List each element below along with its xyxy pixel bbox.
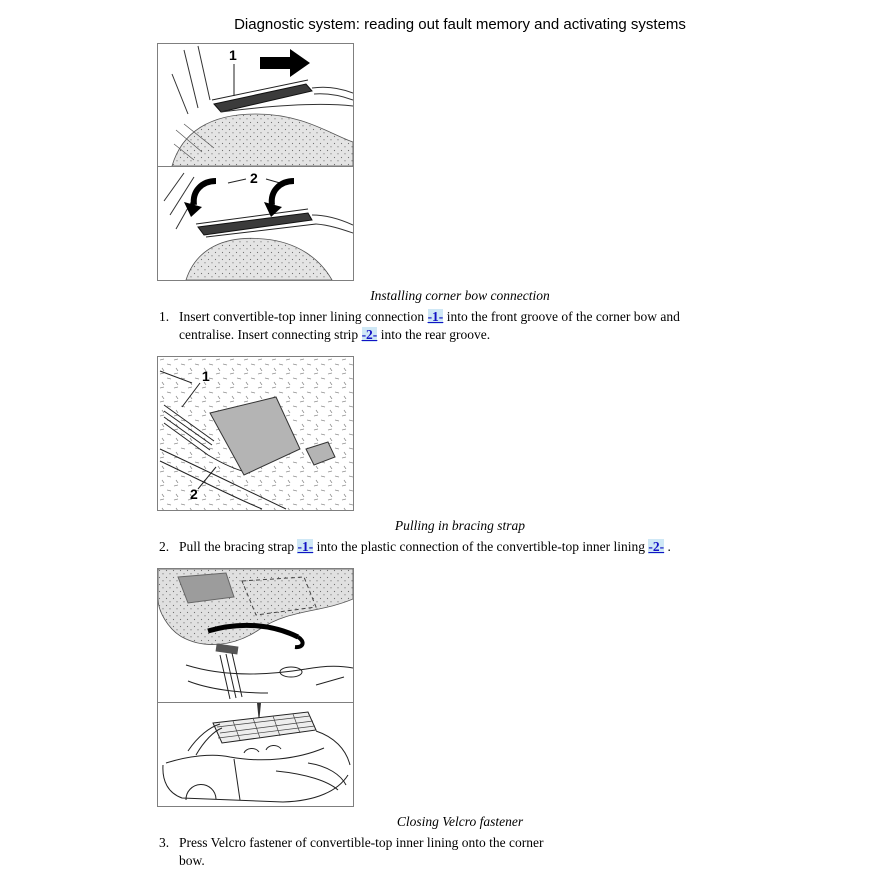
step-2-number: 2. — [159, 539, 170, 555]
corner-bow-insert-illustration — [158, 44, 353, 166]
trunk-lines — [276, 763, 346, 790]
lower-frame-lines — [188, 677, 344, 693]
caption-closing-velcro: Closing Velcro fastener — [396, 814, 524, 830]
figure-velcro-top-panel — [158, 569, 353, 702]
step-1-text-part: into the rear groove. — [377, 327, 491, 343]
caption-installing-corner-bow: Installing corner bow connection — [370, 288, 550, 303]
body-outline — [163, 765, 348, 802]
strap-clamp — [216, 644, 239, 655]
ref-link-1[interactable]: -1- — [297, 539, 314, 555]
step-2-text — [179, 538, 671, 556]
ref-link-1[interactable]: -1- — [427, 309, 444, 324]
step-1-text — [179, 308, 703, 344]
document-page — [157, 0, 763, 870]
rotate-arrow-left-icon — [194, 181, 216, 205]
step-2 — [157, 538, 763, 556]
step-1 — [157, 308, 763, 344]
figure2-callout-2: 2 — [190, 486, 198, 503]
step-3-number: 3. — [159, 835, 170, 851]
step-3 — [157, 834, 763, 870]
figure-bracing-strap — [157, 356, 354, 511]
figure-velcro-fastener — [157, 568, 354, 807]
velcro-press-illustration — [158, 569, 353, 702]
rear-deck-line — [316, 731, 350, 765]
bracing-strap-illustration — [158, 357, 353, 510]
figure-velcro-bottom-panel — [158, 702, 353, 806]
figure-corner-bow-connection — [157, 43, 354, 281]
body-lines — [186, 665, 353, 674]
seat-outlines — [244, 746, 281, 753]
step-3-text: Press Velcro fastener of convertible-top inner lining onto the corner bow. — [179, 835, 544, 869]
step-2-text-part: into the plastic connection of the convertible-top inner lining — [313, 539, 649, 555]
step-2-text-part: Pull the bracing strap — [179, 539, 298, 555]
convertible-overview-illustration — [158, 703, 353, 806]
caption-pulling-bracing-strap: Pulling in bracing strap — [394, 518, 526, 534]
figure-corner-bow-bottom-panel — [158, 166, 353, 280]
velcro-patch — [178, 573, 234, 603]
figure1-callout-1: 1 — [229, 47, 237, 63]
step-1-text-part: into the front groove of the corner bow and centralise. Insert connecting strip — [179, 309, 680, 343]
figure-bracing-strap-panel — [158, 357, 353, 510]
wheel-arch — [186, 785, 216, 801]
step-1-number: 1. — [159, 309, 170, 324]
rotate-arrow-right-icon — [272, 181, 294, 205]
ref-link-2[interactable]: -2- — [648, 539, 665, 555]
headliner-area — [186, 238, 332, 280]
step-2-text-part: . — [664, 539, 671, 555]
page-title: Diagnostic system: reading out fault memory and activating systems — [234, 16, 686, 33]
direction-arrow-icon — [260, 49, 310, 77]
corner-bow-press-illustration — [158, 167, 353, 280]
door-line — [234, 759, 240, 800]
figure2-callout-1: 1 — [202, 368, 210, 385]
headliner-area — [172, 114, 353, 166]
bow-layer-lines — [312, 215, 353, 233]
ref-link-2[interactable]: -2- — [361, 327, 378, 343]
figure1-callout-2: 2 — [250, 170, 258, 186]
figure-corner-bow-top-panel — [158, 44, 353, 166]
window-frame-lines — [172, 46, 210, 114]
beltline — [166, 748, 324, 763]
step-1-text-part: Insert convertible-top inner lining connection — [179, 309, 428, 324]
